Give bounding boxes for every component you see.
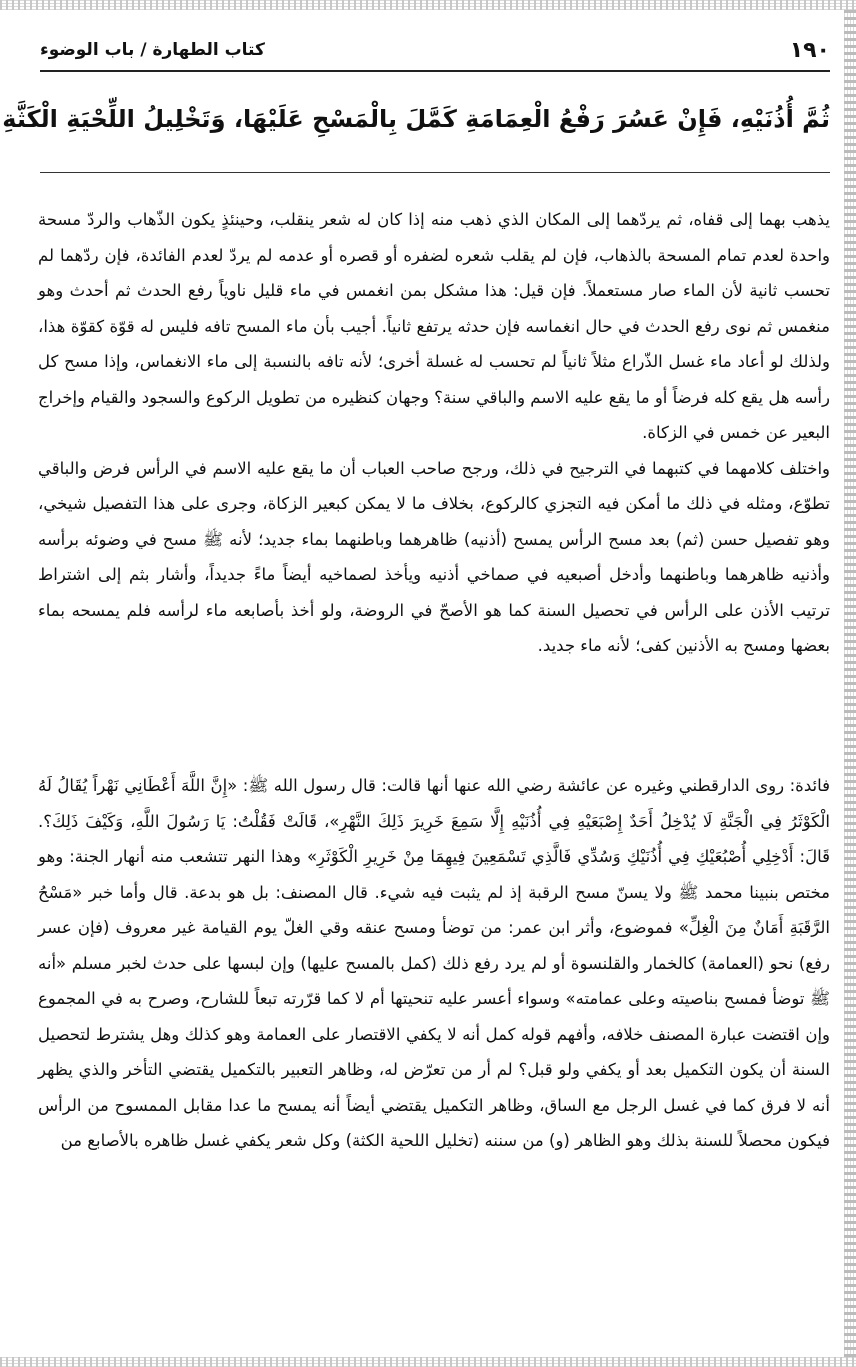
header-rule bbox=[40, 70, 830, 72]
page-number: ١٩٠ bbox=[789, 38, 830, 63]
page-border-bottom bbox=[0, 1357, 856, 1367]
commentary-paragraph: واختلف كلامهما في كتبهما في الترجيح في ذلك، ورجح صاحب العباب أن ما يقع عليه الاسم في الرأس فرض والباقي تطوّع، ومثله في ذلك ما أمكن فيه التجزي كالركوع، بخلاف ما لا يمكن كبعير الزكاة، وجرى على هذا التفصيل شيخي، وهو تفصيل حسن (ثم) بعد مسح الرأس يمسح (أذنيه) ظاهرهما وباطنهما بماء جديد؛ لأنه ﷺ مسح في وضوئه برأسه وأذنيه ظاهرهما وباطنهما وأدخل أصبعيه في صماخي أذنيه ويأخذ لصماخيه أيضاً ماءً جديداً، وأشار بثم إلى اشتراط ترتيب الأذن على الرأس في تحصيل السنة كما هو الأصحّ في الروضة، ولو أخذ بأصابعه ماء لرأسه فلم يمسحه بماء بعضها ومسح به الأذنين كفى؛ لأنه ماء جديد. bbox=[38, 458, 830, 655]
faida-section bbox=[38, 768, 830, 1159]
matn-separator bbox=[40, 172, 830, 173]
matn-text: ثُمَّ أُذُنَيْهِ، فَإِنْ عَسُرَ رَفْعُ الْعِمَامَةِ كَمَّلَ بِالْمَسْحِ عَلَيْهَا، وَتَخْلِيلُ اللِّحْيَةِ الْكَثَّةِ bbox=[2, 105, 830, 133]
faida-paragraph: فائدة: روى الدارقطني وغيره عن عائشة رضي الله عنها أنها قالت: قال رسول الله ﷺ: «إِنَّ اللَّهَ أَعْطَانِي نَهْراً يُقَالُ لَهُ الْكَوْثَرُ فِي الْجَنَّةِ لَا يُدْخِلُ أَحَدٌ إِصْبَعَيْهِ فِي أُذُنَيْهِ إِلَّا سَمِعَ خَرِيرَ ذَلِكَ النَّهْرِ»، قَالَتْ فَقُلْتُ: يَا رَسُولَ اللَّهِ، وَكَيْفَ ذَلِكَ؟. قَالَ: أَدْخِلِي أُصْبُعَيْكِ فِي أُذُنَيْكِ وَسُدِّي فَالَّذِي تَسْمَعِينَ فِيهِمَا مِنْ خَرِيرِ الْكَوْثَرِ» وهذا النهر تتشعب منه أنهار الجنة: وهو مختص بنبينا محمد ﷺ ولا يسنّ مسح الرقبة إذ لم يثبت فيه شيء. قال المصنف: بل هو بدعة. قال وأما خبر «مَسْحُ الرَّقَبَةِ أَمَانٌ مِنَ الْغِلِّ» فموضوع، وأثر ابن عمر: من توضأ ومسح عنقه وقي الغلّ يوم القيامة غير معروف (فإن عسر رفع) نحو (العمامة) كالخمار والقلنسوة أو لم يرد رفع ذلك (كمل بالمسح عليها) وإن لبسها على حدث لخبر مسلم «أنه ﷺ توضأ فمسح بناصيته وعلى عمامته» وسواء أعسر عليه تنحيتها أم لا كما قرّرته تبعاً للشارح، وصرح به في المجموع وإن اقتضت عبارة المصنف خلافه، وأفهم قوله كمل أنه لا يكفي الاقتصار على العمامة وهو كذلك وهل يشترط لتحصيل السنة أن يكون التكميل بعد أو يكفي ولو قبل؟ لم أر من تعرّض له، وظاهر التعبير بالتكميل يقتضي التأخر والذي يظهر أنه لا فرق كما في غسل الرجل مع الساق، وظاهر التكميل يقتضي أيضاً أنه يمسح ما عدا مقابل الممسوح من الرأس فيكون محصلاً للسنة بذلك وهو الظاهر (و) من سننه (تخليل اللحية الكثة) وكل شعر يكفي غسل ظاهره بالأصابع من bbox=[38, 776, 830, 1150]
commentary-body bbox=[38, 202, 830, 664]
commentary-paragraph: يذهب بهما إلى قفاه، ثم يردّهما إلى المكان الذي ذهب منه إذا كان له شعر ينقلب، وحينئذٍ يكون الذّهاب والردّ مسحة واحدة لعدم تمام المسحة بالذهاب، فإن لم يقلب شعره لضفره أو قصره أو عدمه لم يردّ لعدم الفائدة، فإن ردّهما لم تحسب ثانية لأن الماء صار مستعملاً. فإن قيل: هذا مشكل بمن انغمس في ماء قليل ناوياً رفع الحدث ثم أحدث وهو منغمس ثم نوى رفع الحدث في حال انغماسه فإن حدثه يرتفع ثانياً. أجيب بأن ماء المسح تافه فليس له قوّة كقوّة هذا، ولذلك لو أعاد ماء غسل الذّراع مثلاً ثانياً لم تحسب له غسلة أخرى؛ لأنه تافه بالنسبة إلى ماء الانغماس، وإذا مسح كل رأسه هل يقع كله فرضاً أو ما يقع عليه الاسم والباقي سنة؟ وجهان كنظيره من تطويل الركوع والسجود والقيام وإخراج البعير عن خمس في الزكاة. bbox=[38, 210, 830, 442]
page-border-top bbox=[0, 0, 856, 10]
page-border-right bbox=[844, 10, 856, 1357]
running-title: كتاب الطهارة / باب الوضوء bbox=[40, 40, 265, 60]
page-header bbox=[40, 38, 830, 68]
